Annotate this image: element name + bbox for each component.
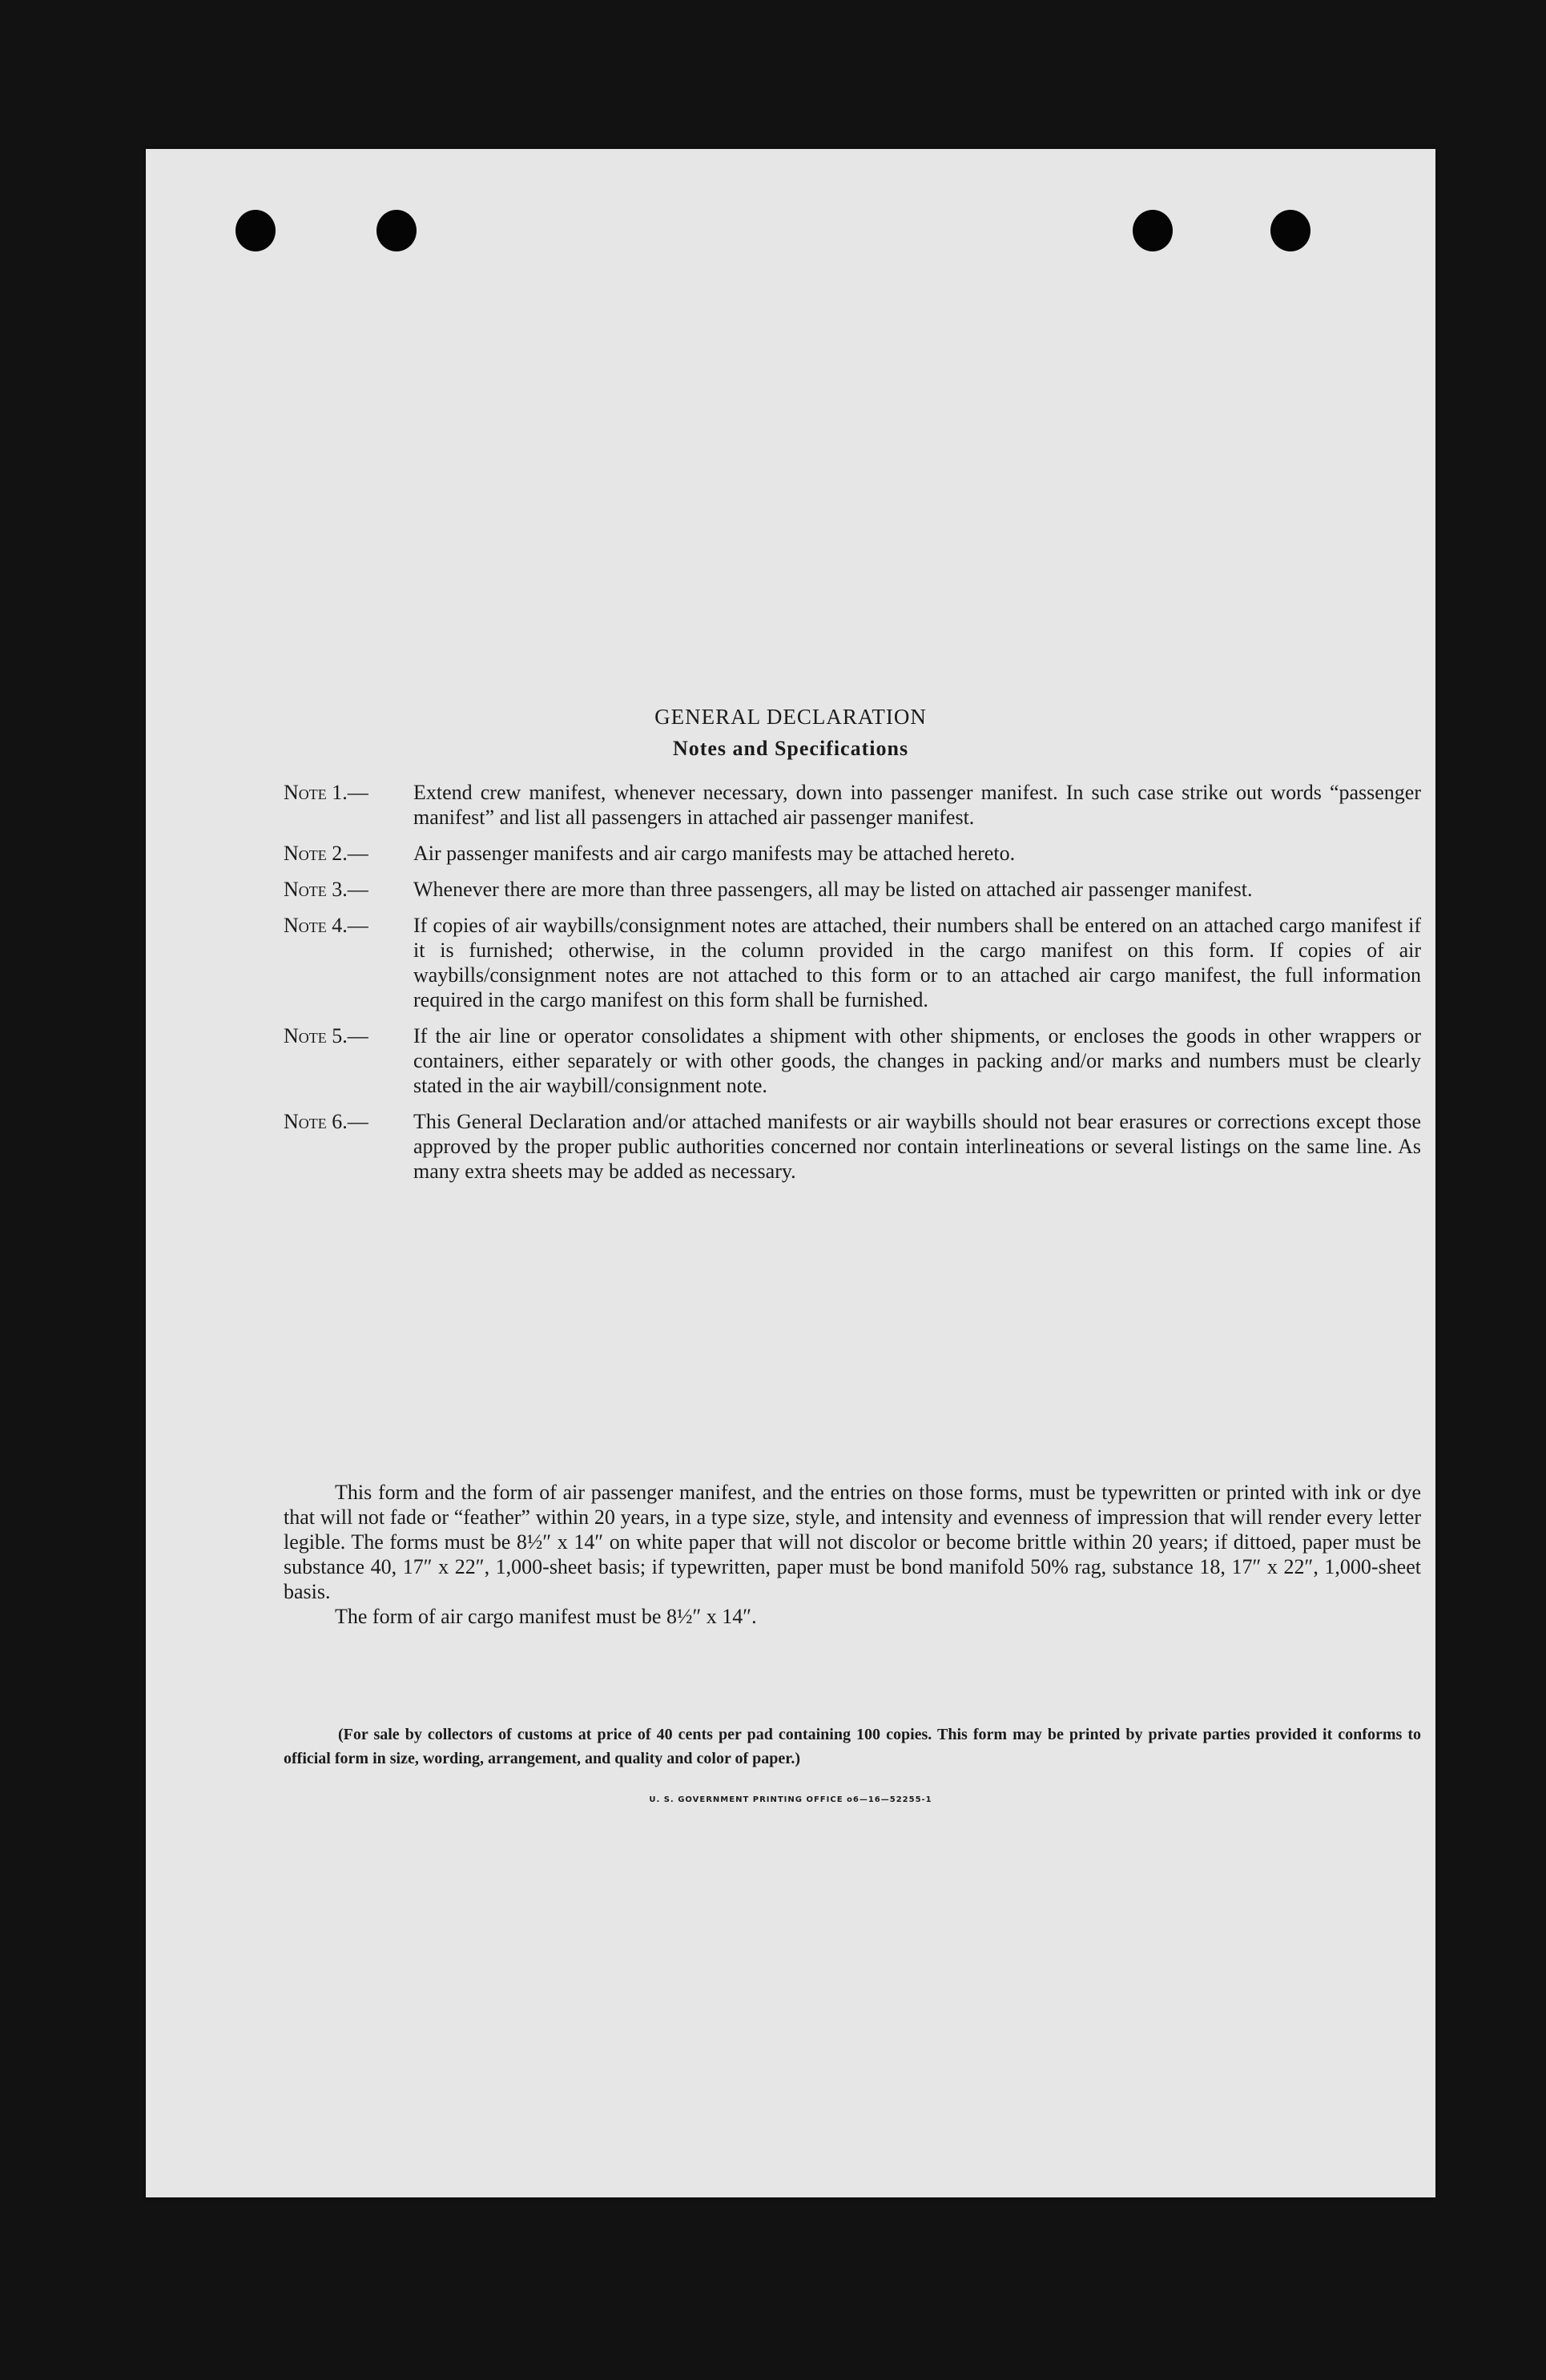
note-text: Whenever there are more than three passengers, all may be listed on attached air passenger manifest. (413, 878, 1253, 901)
note-3 (284, 877, 1421, 902)
printer-imprint: U. S. GOVERNMENT PRINTING OFFICE o6—16—52255-1 (649, 1795, 932, 1804)
punch-hole (236, 210, 276, 251)
sale-note: (For sale by collectors of customs at price of 40 cents per pad containing 100 copies. This form may be printed by private parties provided it conforms to official form in size, wording, arrangement, and quality and color of paper.) (284, 1726, 1421, 1767)
note-label: Note 4.— (284, 914, 368, 937)
note-6 (284, 1109, 1421, 1184)
note-text: This General Declaration and/or attached manifests or air waybills should not bear erasures or corrections except those approved by the proper public authorities concerned nor contain interlineations or several listings on the same line. As many extra sheets may be added as necessary. (413, 1110, 1421, 1183)
note-text: If copies of air waybills/consignment notes are attached, their numbers shall be entered on an attached cargo manifest if it is furnished; otherwise, in the column provided in the cargo manifest on this form. If copies of air waybills/consignment notes are not attached to this form or to an attached air cargo manifest, the full information required in the cargo manifest on this form shall be furnished. (413, 914, 1421, 1011)
note-label: Note 6.— (284, 1110, 368, 1133)
punch-hole (1270, 210, 1310, 251)
document-page (146, 149, 1435, 2197)
note-label: Note 5.— (284, 1024, 368, 1047)
form-requirements (284, 1480, 1421, 1629)
note-text: Extend crew manifest, whenever necessary, down into passenger manifest. In such case strike out words “passenger manifest” and list all passengers in attached air passenger manifest. (413, 781, 1421, 829)
paragraph-cargo-size: The form of air cargo manifest must be 8½″ x 14″. (335, 1605, 757, 1628)
document-title: GENERAL DECLARATION (654, 705, 927, 729)
paragraph-form-specs: This form and the form of air passenger manifest, and the entries on those forms, must be typewritten or printed with ink or dye that will not fade or “feather” within 20 years, in a type size, style, and intensity and evenness of impression that will render every letter legible. The forms must be 8½″ x 14″ on white paper that will not discolor or become brittle within 20 years; if dittoed, paper must be substance 40, 17″ x 22″, 1,000-sheet basis; if typewritten, paper must be bond manifold 50% rag, substance 18, 17″ x 22″, 1,000-sheet basis. (284, 1481, 1421, 1603)
note-1 (284, 780, 1421, 830)
notes-list (284, 780, 1421, 1195)
punch-hole (376, 210, 417, 251)
note-text: If the air line or operator consolidates a shipment with other shipments, or encloses the goods in other wrappers or containers, either separately or with other goods, the changes in packing and/or marks and numbers must be clearly stated in the air waybill/consignment note. (413, 1024, 1421, 1097)
note-label: Note 2.— (284, 842, 368, 865)
note-text: Air passenger manifests and air cargo manifests may be attached hereto. (413, 842, 1016, 865)
document-subtitle: Notes and Specifications (672, 737, 909, 760)
note-2 (284, 841, 1421, 866)
punch-hole (1133, 210, 1173, 251)
note-4 (284, 913, 1421, 1012)
note-label: Note 3.— (284, 878, 368, 901)
note-5 (284, 1023, 1421, 1098)
note-label: Note 1.— (284, 781, 368, 804)
